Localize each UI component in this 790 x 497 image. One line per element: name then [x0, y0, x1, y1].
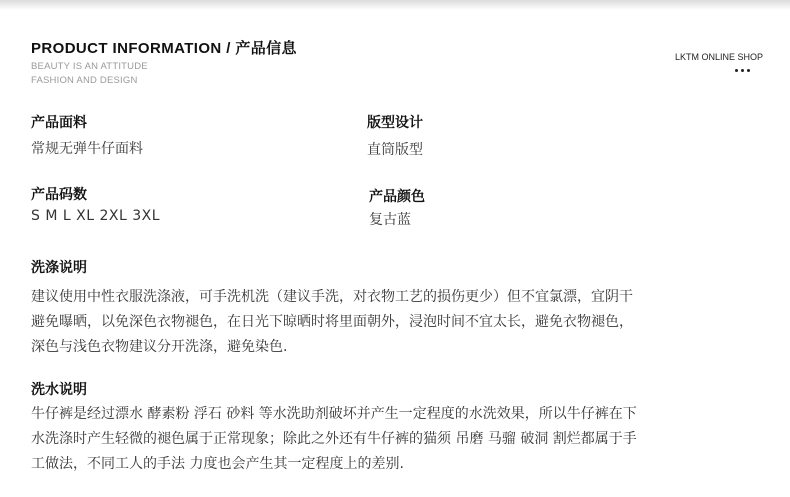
washing-notes-text	[31, 402, 743, 477]
washing-notes-line: 水洗涤时产生轻微的褪色属于正常现象；除此之外还有牛仔裤的猫须 吊磨 马骝 破洞 割烂都属于手	[31, 431, 637, 447]
washing-notes-line: 牛仔裤是经过漂水 酵素粉 浮石 砂料 等水洗助剂破坏并产生一定程度的水洗效果，所以牛仔裤在下	[31, 406, 637, 422]
ellipsis-dot	[747, 69, 750, 72]
fit-value: 直筒版型	[367, 142, 423, 158]
washing-notes-title: 洗水说明	[31, 382, 87, 398]
fabric-label: 产品面料	[31, 115, 87, 131]
sizes-value: S M L XL 2XL 3XL	[31, 208, 161, 224]
shop-name: LKTM ONLINE SHOP	[674, 52, 763, 62]
tagline-fashion: FASHION AND DESIGN	[31, 75, 138, 86]
washing-notes-line: 工做法，不同工人的手法 力度也会产生其一定程度上的差别.	[31, 456, 404, 472]
top-shadow-divider	[0, 0, 790, 10]
wash-instructions-text	[31, 285, 743, 360]
ellipsis-dot	[741, 69, 744, 72]
wash-instructions-line: 避免曝晒，以免深色衣物褪色，在日光下晾晒时将里面朝外，浸泡时间不宜太长，避免衣物褪色，	[31, 314, 633, 330]
ellipsis-icon	[735, 69, 750, 72]
fit-label: 版型设计	[367, 115, 423, 131]
ellipsis-dot	[735, 69, 738, 72]
wash-instructions-line: 建议使用中性衣服洗涤液，可手洗机洗（建议手洗，对衣物工艺的损伤更少）但不宜氯漂，宜阴干	[31, 289, 633, 305]
color-label: 产品颜色	[369, 189, 425, 205]
color-value: 复古蓝	[369, 212, 411, 228]
tagline-beauty: BEAUTY IS AN ATTITUDE	[31, 61, 148, 72]
fabric-value: 常规无弹牛仔面料	[31, 141, 143, 157]
wash-instructions-line: 深色与浅色衣物建议分开洗涤，避免染色.	[31, 339, 288, 355]
wash-instructions-title: 洗涤说明	[31, 260, 87, 276]
sizes-label: 产品码数	[31, 187, 87, 203]
page-title: PRODUCT INFORMATION / 产品信息	[31, 40, 297, 57]
